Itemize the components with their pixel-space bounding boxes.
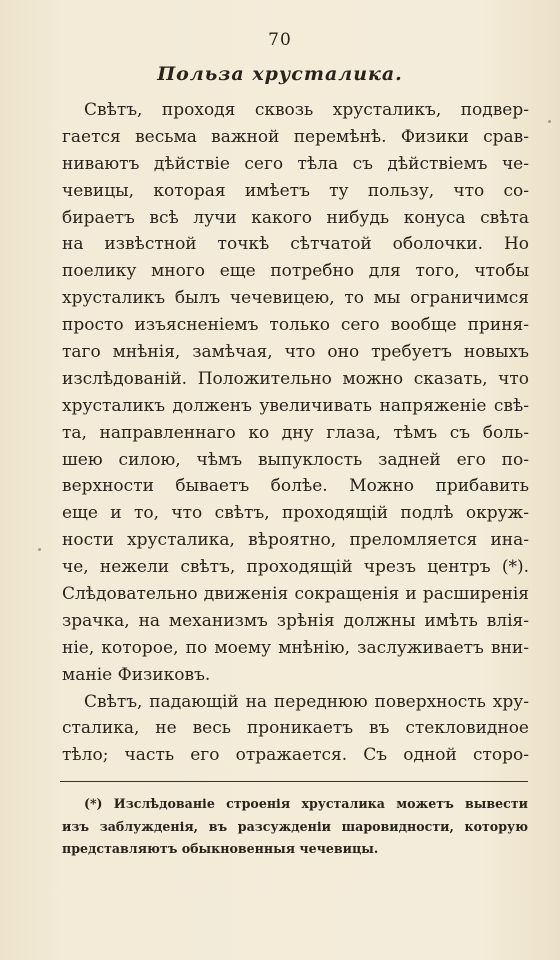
text-line: хрусталикъ долженъ увеличивать напряженіе свѣ- bbox=[62, 395, 529, 416]
text-line: ности хрусталика, вѣроятно, преломляется ина- bbox=[62, 530, 529, 551]
text-line: та, направленнаго ко дну глаза, тѣмъ съ боль- bbox=[62, 422, 529, 443]
text-line: верхности бываетъ болѣе. Можно прибавить bbox=[62, 476, 529, 497]
text-line: маніе Физиковъ. bbox=[62, 664, 211, 685]
text-line: Свѣтъ, падающій на переднюю поверхность хру- bbox=[84, 691, 529, 712]
footnote-line: (*) Изслѣдованіе строенія хрусталика можетъ вывести bbox=[84, 796, 528, 811]
text-line: Слѣдовательно движенія сокращенія и расширенія bbox=[62, 584, 529, 605]
text-line: зрачка, на механизмъ зрѣнія должны имѣть влія- bbox=[62, 610, 529, 631]
text-line: изслѣдованій. Положительно можно сказать, что bbox=[62, 368, 529, 389]
footnote-line: представляютъ обыкновенныя чечевицы. bbox=[62, 841, 379, 856]
text-line: гается весьма важной перемѣнѣ. Физики срав- bbox=[62, 126, 529, 147]
text-line: ніе, которое, по моему мнѣнію, заслуживаетъ вни- bbox=[62, 637, 529, 658]
paper-speck bbox=[548, 120, 551, 123]
text-line: бираетъ всѣ лучи какого нибудь конуса свѣта bbox=[62, 207, 529, 228]
text-line: тѣло; часть его отражается. Съ одной сторо- bbox=[62, 745, 529, 766]
section-heading: Польза хрусталика. bbox=[157, 63, 403, 85]
text-line: на извѣстной точкѣ сѣтчатой оболочки. Но bbox=[62, 234, 529, 255]
footnote-line: изъ заблужденія, въ разсужденіи шаровидности, которую bbox=[62, 818, 528, 834]
page-number: 70 bbox=[268, 30, 292, 50]
text-line: шею силою, чѣмъ выпуклость задней его по- bbox=[62, 449, 529, 470]
text-line: таго мнѣнія, замѣчая, что оно требуетъ новыхъ bbox=[62, 342, 529, 363]
text-line: че, нежели свѣтъ, проходящій чрезъ центръ (*). bbox=[62, 557, 529, 578]
text-line: хрусталикъ былъ чечевицею, то мы ограничимся bbox=[62, 288, 529, 309]
text-line: поелику много еще потребно для того, чтобы bbox=[62, 261, 529, 282]
text-line: еще и то, что свѣтъ, проходящій подлѣ окруж- bbox=[62, 503, 529, 524]
paper-speck bbox=[38, 548, 41, 551]
text-line: сталика, не весь проникаетъ въ стекловидное bbox=[62, 718, 529, 739]
text-line: Свѣтъ, проходя сквозь хрусталикъ, подвер- bbox=[84, 100, 529, 120]
body-text bbox=[62, 97, 529, 769]
footnote bbox=[62, 793, 528, 861]
text-line: чевицы, которая имѣетъ ту пользу, что со- bbox=[62, 180, 529, 201]
text-line: ниваютъ дѣйствіе сего тѣла съ дѣйствіемъ че- bbox=[62, 153, 529, 174]
text-line: просто изъясненіемъ только сего вообще приня- bbox=[62, 315, 529, 336]
footnote-divider bbox=[60, 781, 528, 782]
